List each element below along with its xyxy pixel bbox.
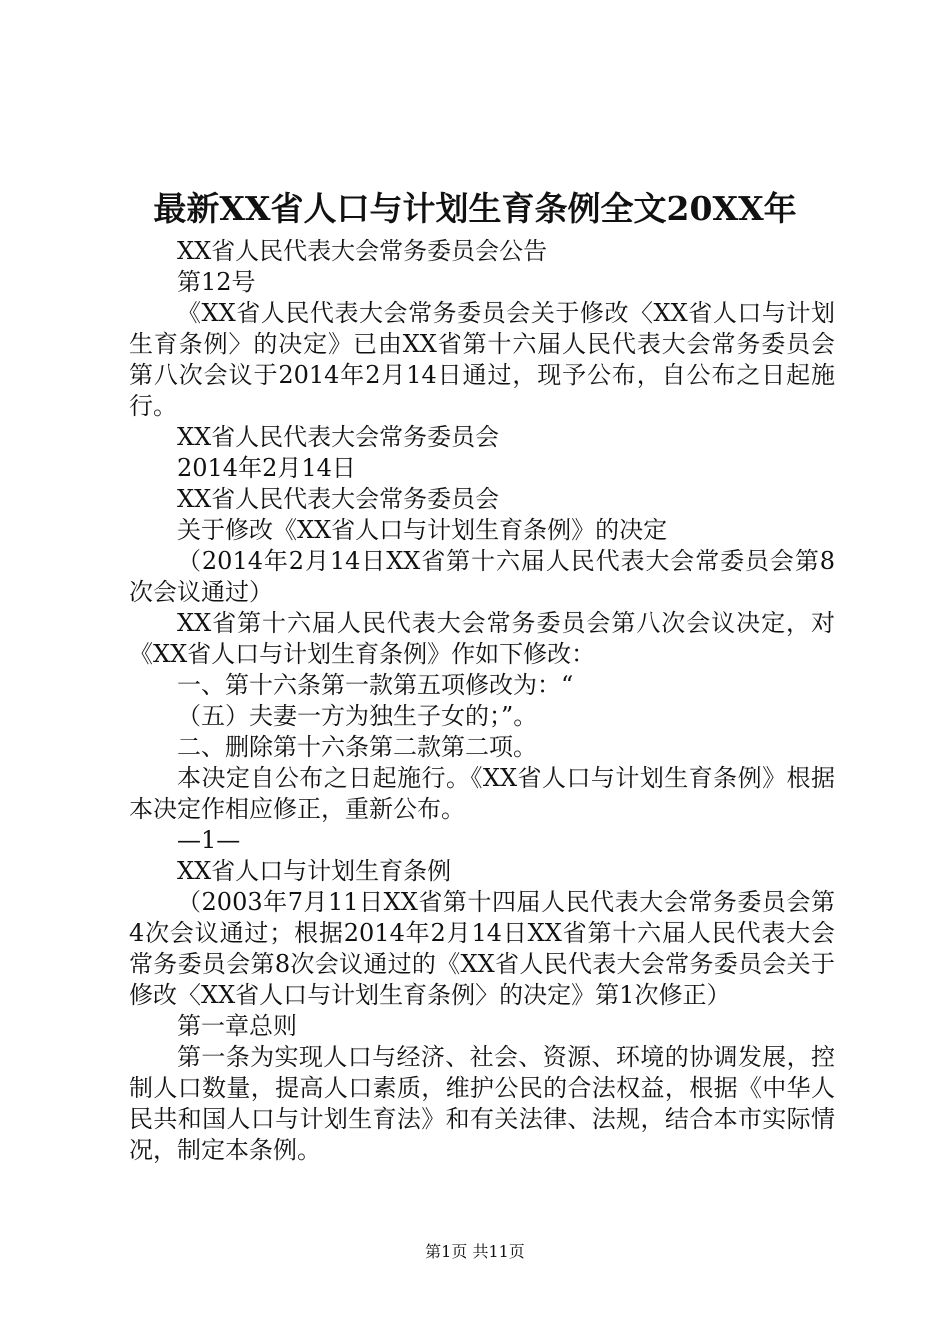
regulation-title: XX省人口与计划生育条例 [177, 857, 452, 885]
chapter-heading: 第一章总则 [177, 1012, 297, 1040]
amendment-item-1: 一、第十六条第一款第五项修改为：“ [177, 671, 574, 699]
amendment-item-2: 二、删除第十六条第二款第二项。 [177, 733, 537, 761]
decision-issuer: XX省人民代表大会常务委员会 [177, 485, 500, 513]
article-1: 第一条为实现人口与经济、社会、资源、环境的协调发展，控制人口数量，提高人口素质，维护公民的合法权益，根据《中华人民共和国人口与计划生育法》和有关法律、法规，结合本市实际情况，制定本条例。 [129, 1043, 835, 1164]
document-body [129, 236, 835, 1166]
announcement-number: 第12号 [177, 268, 256, 296]
decision-body: XX省第十六届人民代表大会常务委员会第八次会议决定，对《XX省人口与计划生育条例》作如下修改： [129, 609, 835, 668]
announcement-body: 《XX省人民代表大会常务委员会关于修改〈XX省人口与计划生育条例〉的决定》已由XX省第十六届人民代表大会常务委员会第八次会议于2014年2月14日通过，现予公布，自公布之日起施行。 [129, 299, 835, 420]
document-title: 最新XX省人口与计划生育条例全文20XX年 [153, 189, 797, 228]
page-footer: 第1页 共11页 [425, 1242, 525, 1261]
announcement-heading: XX省人民代表大会常务委员会公告 [177, 237, 548, 265]
inline-page-number: —1— [177, 826, 241, 854]
decision-note: （2014年2月14日XX省第十六届人民代表大会常委员会第8次会议通过） [129, 547, 835, 606]
amendment-item-1-text: （五）夫妻一方为独生子女的；”。 [177, 702, 538, 730]
announcement-issuer: XX省人民代表大会常务委员会 [177, 423, 500, 451]
announcement-date: 2014年2月14日 [177, 454, 356, 482]
decision-title: 关于修改《XX省人口与计划生育条例》的决定 [177, 516, 668, 544]
decision-effective: 本决定自公布之日起施行。《XX省人口与计划生育条例》根据本决定作相应修正，重新公布。 [129, 764, 835, 823]
regulation-history: （2003年7月11日XX省第十四届人民代表大会常务委员会第4次会议通过；根据2014年2月14日XX省第十六届人民代表大会常务委员会第8次会议通过的《XX省人民代表大会常务委员会关于修改〈XX省人口与计划生育条例〉的决定》第1次修正） [129, 888, 835, 1009]
